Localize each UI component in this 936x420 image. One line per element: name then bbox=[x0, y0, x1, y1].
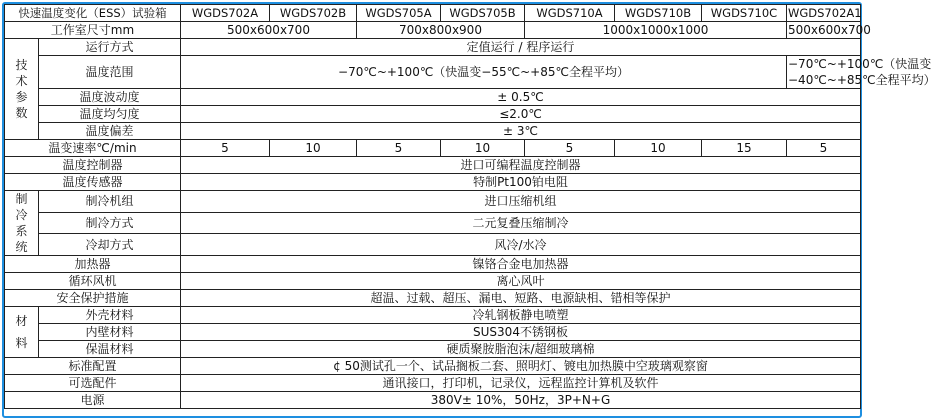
sensor-row bbox=[5, 174, 861, 191]
row-label: 内壁材料 bbox=[39, 324, 181, 341]
table-cell: 进口压缩机组 bbox=[181, 191, 861, 213]
table-cell: 进口可编程温度控制器 bbox=[181, 157, 861, 174]
row-label: 循环风机 bbox=[5, 273, 181, 290]
table-cell: 硬质聚胺脂泡沫/超细玻璃棉 bbox=[181, 341, 861, 358]
row-label: 电源 bbox=[5, 392, 181, 409]
table-cell: 10 bbox=[270, 140, 357, 157]
table-cell: 镍铬合金电加热器 bbox=[181, 256, 861, 273]
table-cell: −70℃~+100℃（快温变−55℃~+85℃全程平均） bbox=[181, 56, 787, 89]
standard-config-row bbox=[5, 358, 861, 375]
model-header: WGDS702A bbox=[181, 5, 270, 22]
table-cell: 5 bbox=[525, 140, 615, 157]
table-cell: 1000x1000x1000 bbox=[525, 22, 787, 39]
power-row bbox=[5, 392, 861, 409]
table-cell: 5 bbox=[181, 140, 270, 157]
table-cell: 5 bbox=[787, 140, 861, 157]
rate-row bbox=[5, 140, 861, 157]
table-cell: 700x800x900 bbox=[357, 22, 525, 39]
table-cell: 通讯接口，打印机，记录仪，远程监控计算机及软件 bbox=[181, 375, 861, 392]
row-label: 温度偏差 bbox=[39, 123, 181, 140]
model-header: WGDS702A1 bbox=[788, 6, 862, 20]
row-label: 加热器 bbox=[5, 256, 181, 273]
row-label: 安全保护措施 bbox=[5, 290, 181, 307]
table-cell: 超温、过载、超压、漏电、短路、电源缺相、错相等保护 bbox=[181, 290, 861, 307]
table-cell: 10 bbox=[615, 140, 702, 157]
table-cell: 500x600x700 bbox=[181, 22, 357, 39]
table-cell: ± 3℃ bbox=[181, 123, 861, 140]
temp-range-row bbox=[5, 56, 861, 89]
controller-row bbox=[5, 157, 861, 174]
spec-table-frame bbox=[2, 2, 936, 418]
table-cell: 10 bbox=[441, 140, 525, 157]
row-label: 温度控制器 bbox=[5, 157, 181, 174]
table-cell: 冷轧钢板静电喷塑 bbox=[181, 307, 861, 324]
row-label: 运行方式 bbox=[39, 39, 181, 56]
row-label: 温度均匀度 bbox=[39, 106, 181, 123]
fan-row bbox=[5, 273, 861, 290]
safety-row bbox=[5, 290, 861, 307]
heater-row bbox=[5, 256, 861, 273]
row-label: 冷却方式 bbox=[39, 234, 181, 256]
table-cell: ¢ 50测试孔一个、试品搁板二套、照明灯、镀电加热膜中空玻璃观察窗 bbox=[181, 358, 861, 375]
optional-row bbox=[5, 375, 861, 392]
tech-params-group: 技 术 参 数 bbox=[5, 39, 39, 140]
row-label: 工作室尺寸mm bbox=[5, 22, 181, 39]
table-cell: 特制Pt100铂电阻 bbox=[181, 174, 861, 191]
row-label: 温变速率℃/min bbox=[5, 140, 181, 157]
header-row bbox=[5, 5, 861, 22]
outer-material-row bbox=[5, 307, 861, 324]
table-cell: −70℃~+100℃（快温变 −40℃~+85℃全程平均） bbox=[788, 57, 936, 87]
model-header: WGDS702B bbox=[270, 5, 357, 22]
workroom-row bbox=[5, 22, 861, 39]
table-cell: 15 bbox=[702, 140, 787, 157]
row-label: 可选配件 bbox=[5, 375, 181, 392]
row-label: 温度波动度 bbox=[39, 89, 181, 106]
table-cell: SUS304不锈钢板 bbox=[181, 324, 861, 341]
row-label: 制冷机组 bbox=[39, 191, 181, 213]
model-header: WGDS710C bbox=[702, 5, 787, 22]
spec-table bbox=[4, 4, 936, 409]
row-label: 保温材料 bbox=[39, 341, 181, 358]
materials-group: 材 料 bbox=[5, 307, 39, 358]
table-title: 快速温度变化（ESS）试验箱 bbox=[5, 5, 181, 22]
operation-row bbox=[5, 39, 861, 56]
cooling-system-group: 制 冷 系 统 bbox=[5, 191, 39, 256]
model-header: WGDS710B bbox=[615, 5, 702, 22]
row-label: 制冷方式 bbox=[39, 212, 181, 234]
table-cell: 5 bbox=[357, 140, 441, 157]
model-header: WGDS705B bbox=[441, 5, 525, 22]
row-label: 温度传感器 bbox=[5, 174, 181, 191]
table-cell: 二元复叠压缩制冷 bbox=[181, 212, 861, 234]
table-cell: 380V± 10%，50Hz，3P+N+G bbox=[181, 392, 861, 409]
temp-fluct-row bbox=[5, 89, 861, 106]
row-label: 温度范围 bbox=[39, 56, 181, 89]
temp-dev-row bbox=[5, 123, 861, 140]
row-label: 标准配置 bbox=[5, 358, 181, 375]
model-header: WGDS705A bbox=[357, 5, 441, 22]
compressor-row bbox=[5, 191, 861, 213]
table-cell: 定值运行 / 程序运行 bbox=[181, 39, 861, 56]
cool-type-row bbox=[5, 234, 861, 256]
table-cell: 500x600x700 bbox=[788, 23, 871, 37]
model-header: WGDS710A bbox=[525, 5, 615, 22]
temp-uniform-row bbox=[5, 106, 861, 123]
cool-method-row bbox=[5, 212, 861, 234]
table-cell: ± 0.5℃ bbox=[181, 89, 861, 106]
row-label: 外壳材料 bbox=[39, 307, 181, 324]
insulation-row bbox=[5, 341, 861, 358]
table-cell: 风冷/水冷 bbox=[181, 234, 861, 256]
table-cell: 离心风叶 bbox=[181, 273, 861, 290]
inner-material-row bbox=[5, 324, 861, 341]
table-cell: ≤2.0℃ bbox=[181, 106, 861, 123]
